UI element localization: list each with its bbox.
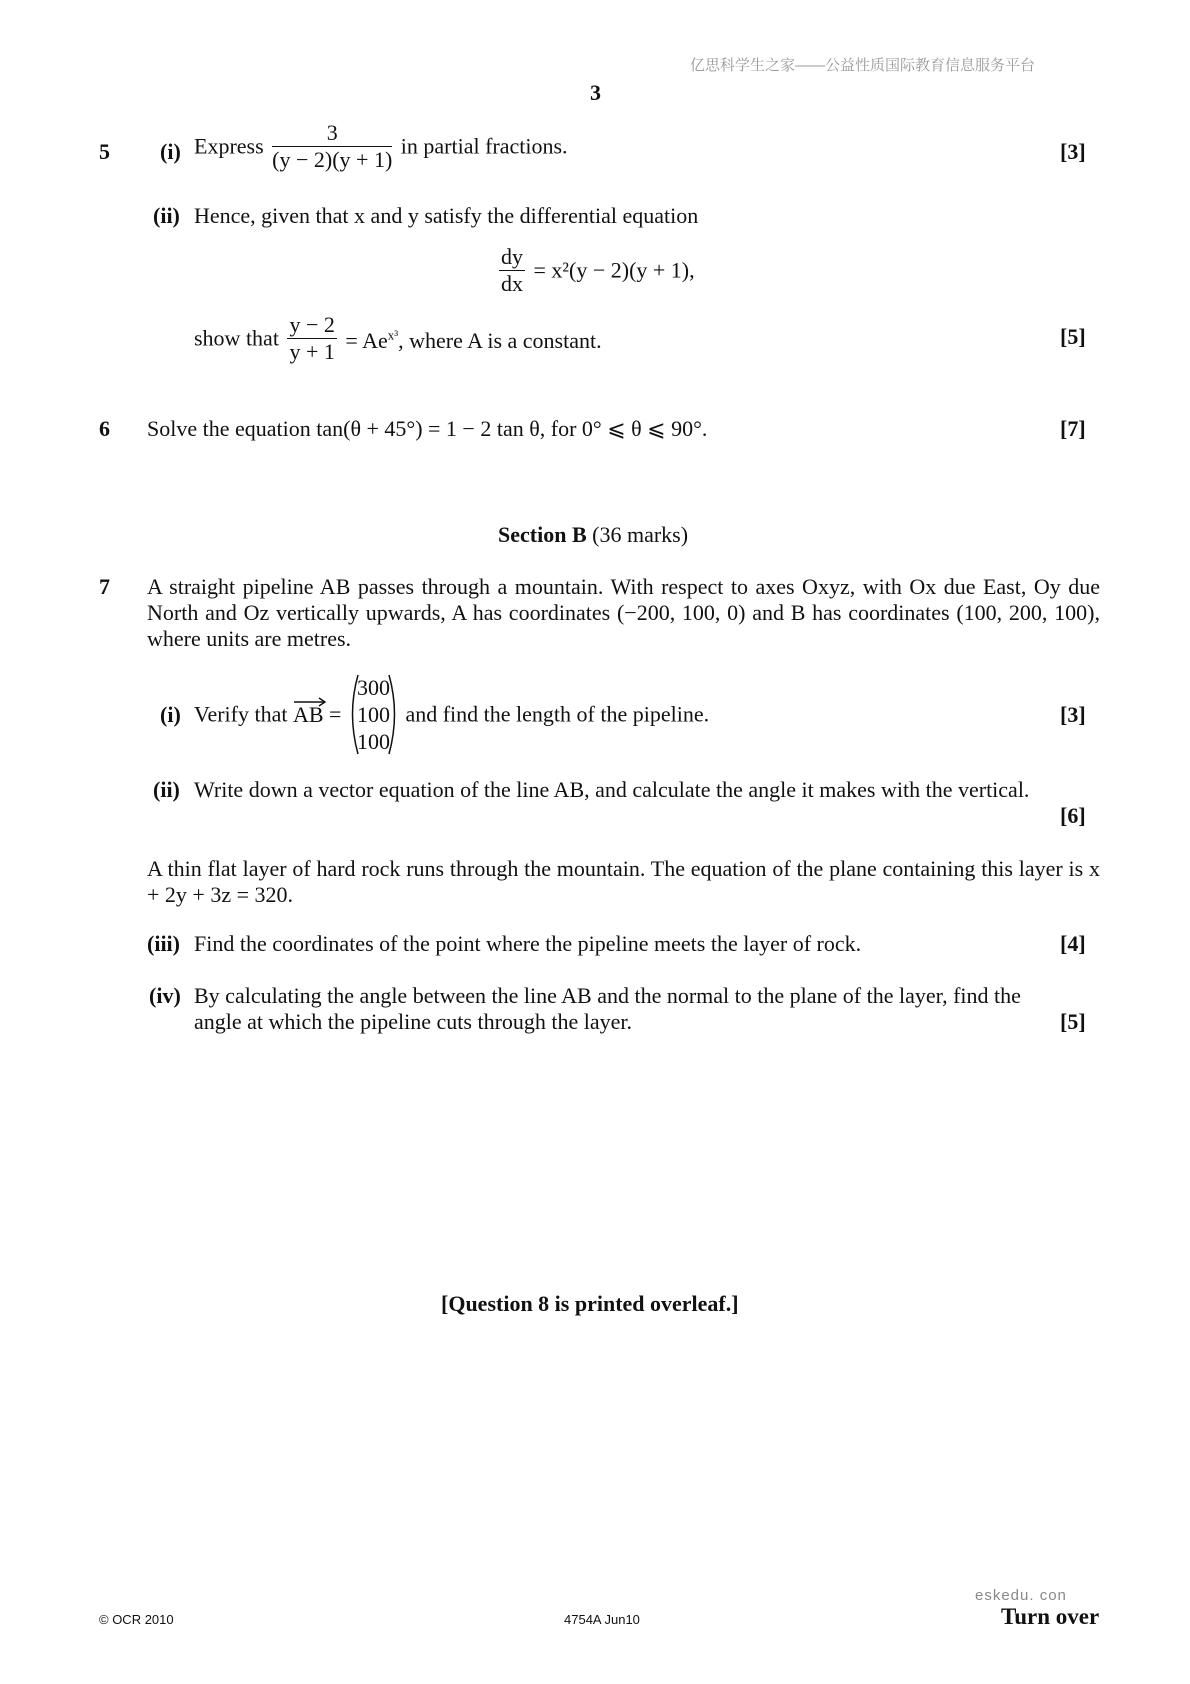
q7-part-i-marks: [3]: [1060, 702, 1086, 727]
vector-ab-notation: [293, 702, 324, 728]
section-b-title: Section B: [498, 522, 587, 547]
vector-z: 100: [356, 729, 390, 754]
left-paren-icon: [347, 674, 359, 755]
q7-number: 7: [99, 574, 110, 599]
de-num: dy: [501, 244, 523, 269]
turn-over: Turn over: [1001, 1604, 1100, 1629]
footer-watermark: eskedu. con: [975, 1587, 1067, 1604]
q7-part-i-before: Verify that: [194, 701, 288, 727]
q6-text: Solve the equation tan(θ + 45°) = 1 − 2 tan θ, for 0° ⩽ θ ⩽ 90°.: [147, 416, 708, 441]
de-fraction: [499, 244, 525, 297]
show-exponent: x³: [387, 327, 399, 343]
q7-part-ii-text: Write down a vector equation of the line AB, and calculate the angle it makes with the vertical.: [194, 777, 1030, 802]
q7-layer-text: A thin flat layer of hard rock runs through the mountain. The equation of the plane containing this layer is x + 2y + 3z = 320.: [147, 856, 1100, 907]
show-after: , where A is a constant.: [398, 328, 602, 354]
q5-part-ii-label: (ii): [153, 203, 180, 228]
q7-part-iv-label: (iv): [149, 983, 181, 1008]
q5-part-i-label: (i): [160, 139, 181, 164]
q7-part-iv-line1: By calculating the angle between the line AB and the normal to the plane of the layer, find the: [194, 983, 1021, 1008]
q7-part-ii-label: (ii): [153, 777, 180, 802]
section-b-heading: [498, 522, 688, 548]
q7-part-iv-marks: [5]: [1060, 1009, 1086, 1034]
show-fraction: [287, 312, 336, 365]
q7-part-i-label: (i): [160, 702, 181, 727]
show-rhs: = Ae: [345, 328, 388, 354]
show-frac-den: y + 1: [289, 339, 335, 364]
page-number: 3: [590, 80, 601, 105]
section-b-marks: (36 marks): [592, 522, 689, 547]
right-paren-icon: [388, 674, 400, 755]
q5-part-ii-marks: [5]: [1060, 324, 1086, 349]
de-rhs: = x²(y − 2)(y + 1),: [533, 257, 695, 283]
q7-part-i-line: [194, 674, 709, 755]
show-that-label: show that: [194, 325, 279, 351]
q5-part-ii-intro: Hence, given that x and y satisfy the differential equation: [194, 203, 699, 228]
show-frac-num: y − 2: [289, 312, 335, 337]
q7-part-ii-marks: [6]: [1060, 803, 1086, 828]
q6-marks: [7]: [1060, 416, 1086, 441]
footer-code: 4754A Jun10: [564, 1612, 640, 1627]
q5-differential-equation: [496, 244, 695, 297]
q5-frac-num: 3: [272, 120, 392, 147]
overleaf-note: [Question 8 is printed overleaf.]: [441, 1291, 739, 1316]
q7-intro: A straight pipeline AB passes through a mountain. With respect to axes Oxyz, with Ox due East, Oy due North and Oz vertically upwards, A has coordinates (−200, 100, 0) and B has coordinates (100, 200, 100), where units are metres.: [147, 574, 1100, 651]
q5-part-i-fraction: [272, 120, 392, 173]
show-rhs-group: [345, 328, 601, 353]
q5-number: 5: [99, 139, 110, 164]
q5-part-i-marks: [3]: [1060, 139, 1086, 164]
q5-part-i-text-before: Express: [194, 133, 264, 159]
vector-y: 100: [356, 702, 390, 727]
q7-part-iii-marks: [4]: [1060, 931, 1086, 956]
footer-copyright: © OCR 2010: [99, 1612, 174, 1627]
q5-frac-den: (y − 2)(y + 1): [272, 147, 393, 172]
column-vector: [347, 674, 400, 755]
q7-part-iii-label: (iii): [147, 931, 180, 956]
q6-number: 6: [99, 416, 110, 441]
q7-part-i-after: and find the length of the pipeline.: [405, 701, 710, 727]
q7-part-iv-line2: angle at which the pipeline cuts through the layer.: [194, 1009, 633, 1034]
vector-ab-name: AB: [292, 701, 324, 727]
vector-arrow-icon: [293, 696, 327, 708]
q7-part-i-eq: =: [329, 701, 342, 727]
q5-part-i-line: [194, 120, 568, 173]
q7-part-iii-text: Find the coordinates of the point where the pipeline meets the layer of rock.: [194, 931, 862, 956]
top-watermark: 亿思科学生之家——公益性质国际教育信息服务平台: [690, 57, 1036, 74]
q5-show-that-line: [194, 312, 602, 365]
vector-x: 300: [356, 675, 390, 700]
q5-part-i-text-after: in partial fractions.: [400, 133, 568, 159]
de-den: dx: [501, 271, 523, 296]
